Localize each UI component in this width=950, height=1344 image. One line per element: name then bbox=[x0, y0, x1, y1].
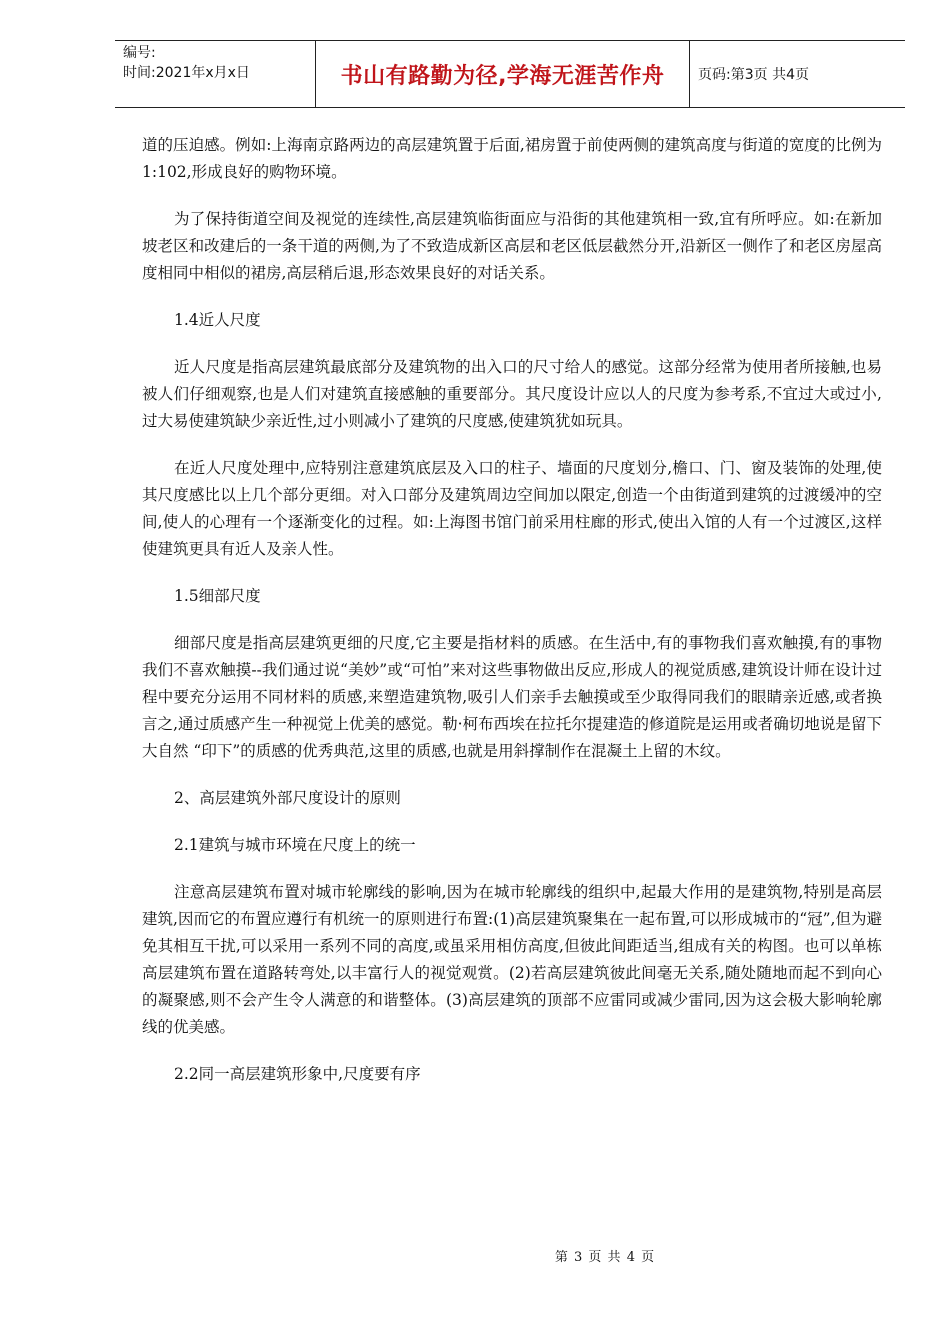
page-header bbox=[115, 40, 905, 108]
header-page-label: 页码:第3页 共4页 bbox=[698, 67, 809, 83]
section-heading: 2、高层建筑外部尺度设计的原则 bbox=[174, 789, 401, 807]
body-paragraph: 近人尺度是指高层建筑最底部分及建筑物的出入口的尺寸给人的感觉。这部分经常为使用者所接触,也易被人们仔细观察,也是人们对建筑直接感触的重要部分。其尺度设计应以人的尺度为参考系,不宜过大或过小,过大易使建筑缺少亲近性,过小则减小了建筑的尺度感,使建筑犹如玩具。 bbox=[142, 358, 882, 430]
body-paragraph: 道的压迫感。例如:上海南京路两边的高层建筑置于后面,裙房置于前使两侧的建筑高度与街道的宽度的比例为1:102,形成良好的购物环境。 bbox=[142, 136, 882, 181]
body-paragraph: 为了保持街道空间及视觉的连续性,高层建筑临街面应与沿街的其他建筑相一致,宜有所呼应。如:在新加坡老区和改建后的一条干道的两侧,为了不致造成新区高层和老区低层截然分开,沿新区一侧作了和老区房屋高度相同中相似的裙房,高层稍后退,形态效果良好的对话关系。 bbox=[142, 210, 882, 282]
header-motto: 书山有路勤为径,学海无涯苦作舟 bbox=[315, 41, 690, 107]
document-body bbox=[142, 132, 882, 1108]
section-heading: 2.1建筑与城市环境在尺度上的统一 bbox=[174, 836, 416, 854]
body-paragraph: 注意高层建筑布置对城市轮廓线的影响,因为在城市轮廓线的组织中,起最大作用的是建筑物,特别是高层建筑,因而它的布置应遵行有机统一的原则进行布置:(1)高层建筑聚集在一起布置,可以形成城市的“冠”,但为避免其相互干扰,可以采用一系列不同的高度,或虽采用相仿高度,但彼此间距适当,组成有关的构图。也可以单栋高层建筑布置在道路转弯处,以丰富行人的视觉观赏。(2)若高层建筑彼此间毫无关系,随处随地而起不到向心的凝聚感,则不会产生令人满意的和谐整体。(3)高层建筑的顶部不应雷同或减少雷同,因为这会极大影响轮廓线的优美感。 bbox=[142, 883, 882, 1036]
document-time-label: 时间:2021年x月x日 bbox=[123, 65, 250, 81]
document-number-label: 编号: bbox=[123, 45, 156, 61]
section-heading: 1.5细部尺度 bbox=[174, 587, 261, 605]
body-paragraph: 在近人尺度处理中,应特别注意建筑底层及入口的柱子、墙面的尺度划分,檐口、门、窗及装饰的处理,使其尺度感比以上几个部分更细。对入口部分及建筑周边空间加以限定,创造一个由街道到建筑的过渡缓冲的空间,使人的心理有一个逐渐变化的过程。如:上海图书馆门前采用柱廊的形式,使出入馆的人有一个过渡区,这样使建筑更具有近人及亲人性。 bbox=[142, 459, 882, 558]
section-heading: 1.4近人尺度 bbox=[174, 311, 261, 329]
header-meta bbox=[115, 41, 315, 107]
body-paragraph: 细部尺度是指高层建筑更细的尺度,它主要是指材料的质感。在生活中,有的事物我们喜欢触摸,有的事物我们不喜欢触摸--我们通过说“美妙”或“可怕”来对这些事物做出反应,形成人的视觉质感,建筑设计师在设计过程中要充分运用不同材料的质感,来塑造建筑物,吸引人们亲手去触摸或至少取得同我们的眼睛亲近感,或者换言之,通过质感产生一种视觉上优美的感觉。勒·柯布西埃在拉托尔提建造的修道院是运用或者确切地说是留下大自然 “印下”的质感的优秀典范,这里的质感,也就是用斜撑制作在混凝土上留的木纹。 bbox=[142, 634, 882, 760]
section-heading: 2.2同一高层建筑形象中,尺度要有序 bbox=[174, 1065, 421, 1083]
page-footer: 第 3 页 共 4 页 bbox=[554, 1250, 656, 1265]
